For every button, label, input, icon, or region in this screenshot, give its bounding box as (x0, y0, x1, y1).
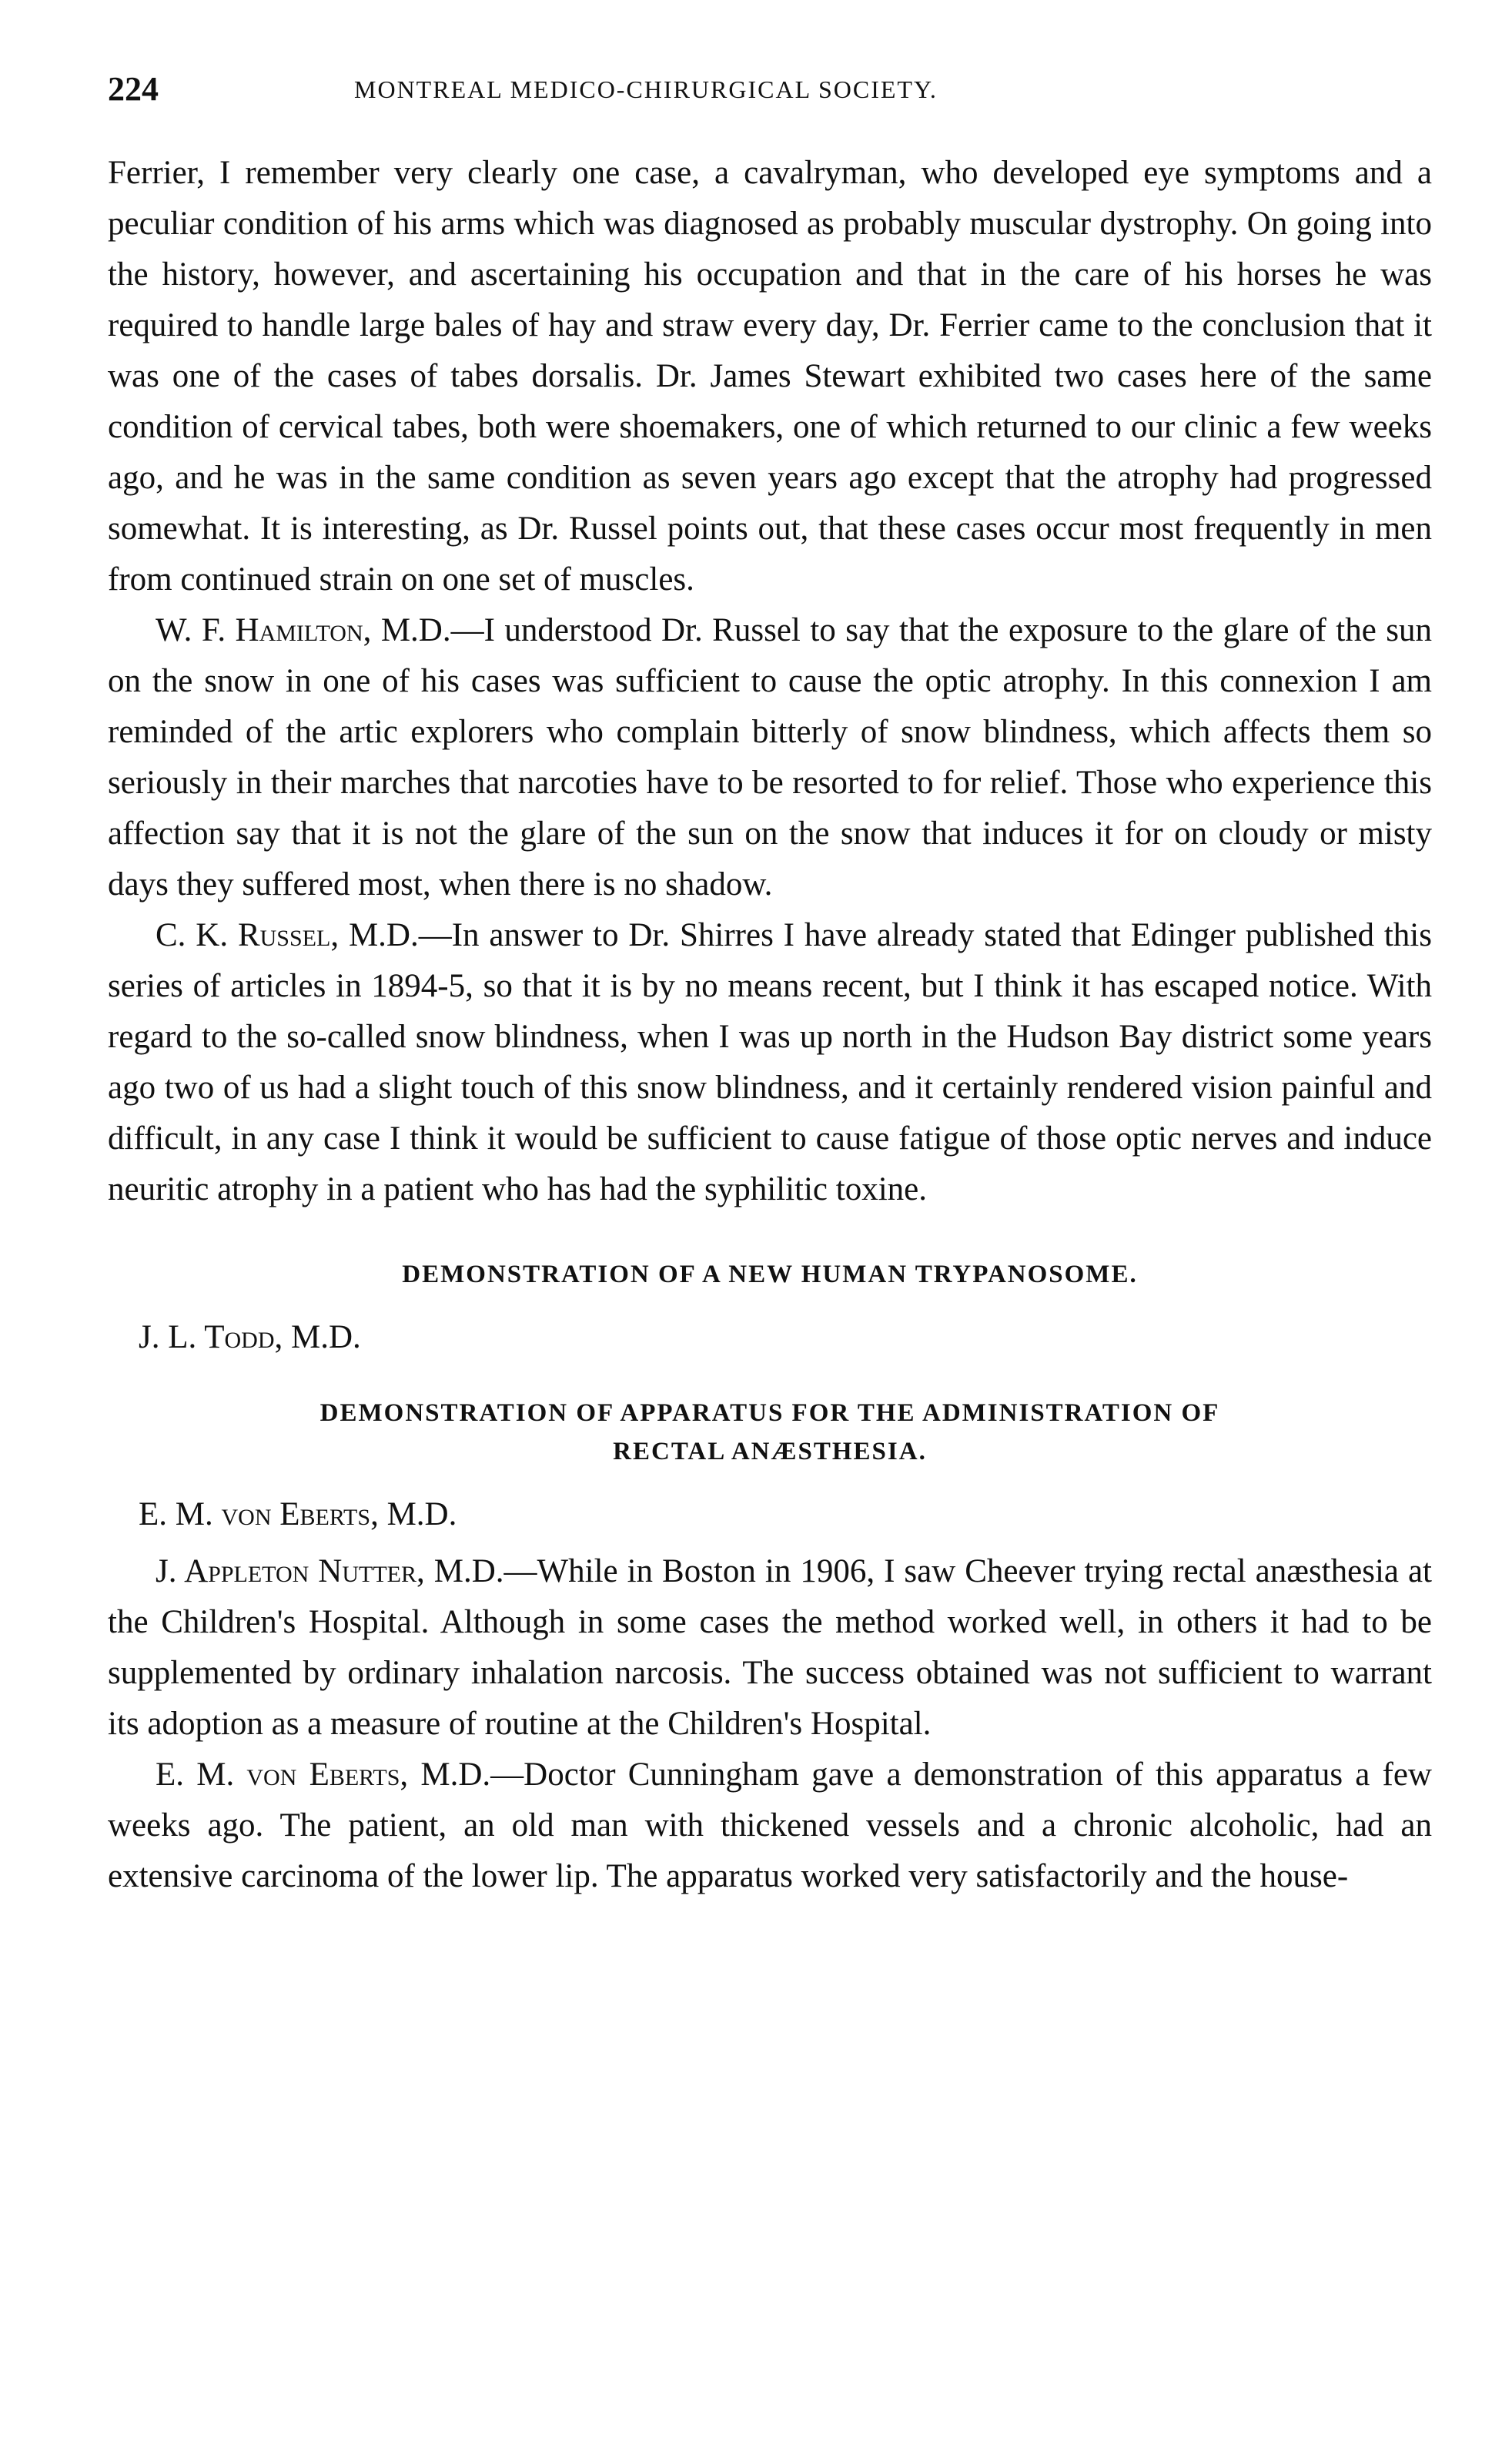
section-author-von-eberts (139, 1489, 1432, 1540)
paragraph-hamilton (108, 605, 1432, 910)
paragraph-nutter (108, 1546, 1432, 1750)
paragraph-text: —While in Boston in 1906, I saw Cheever trying rectal anæsthesia at the Children's Hospital. Although in some cases the method worked well, in others it had to be supplemented by ordinary inhalation narcosis. The success obtained was not sufficient to warrant its adoption as a measure of routine at the Children's Hospital. (108, 1553, 1433, 1742)
document-page (108, 69, 1432, 1902)
page-number: 224 (108, 70, 159, 108)
paragraph-text: —Doctor Cunningham gave a demonstration of this apparatus a few weeks ago. The patient, an old man with thickened vessels and a chronic alcoholic, had an extensive carcinoma of the lower lip. The apparatus worked very satisfactorily and the house- (108, 1756, 1432, 1894)
speaker-name: J. Appleton Nutter, M.D. (156, 1553, 504, 1589)
author-name: E. M. von Eberts, M.D. (139, 1496, 457, 1532)
speaker-name: C. K. Russel, M.D. (156, 917, 419, 953)
paragraph-text: —In answer to Dr. Shirres I have already stated that Edinger published this series of articles in 1894-5, so that it is by no means recent, but I think it has escaped notice. With regard to the so-called snow blindness, when I was up north in the Hudson Bay district some years ago two of us had a slight touch of this snow blindness, and it certainly rendered vision painful and difficult, in any case I think it would be sufficient to cause fatigue of those optic nerves and induce neuritic atrophy in a patient who has had the syphilitic toxine. (108, 917, 1432, 1207)
section-heading-rectal-anaesthesia (108, 1394, 1432, 1471)
paragraph-ferrier (108, 148, 1432, 605)
paragraph-text: Ferrier, I remember very clearly one case, a cavalryman, who developed eye symptoms and a peculiar condition of his arms which was diagnosed as probably muscular dystrophy. On going into the history, however, and ascertaining his occupation and that in the care of his horses he was required to handle large bales of hay and straw every day, Dr. Ferrier came to the conclusion that it was one of the cases of tabes dorsalis. Dr. James Stewart exhibited two cases here of the same condition of cervical tabes, both were shoemakers, one of which returned to our clinic a few weeks ago, and he was in the same condition as seven years ago except that the atrophy had progressed somewhat. It is interesting, as Dr. Russel points out, that these cases occur most frequently in men from continued strain on one set of muscles. (108, 155, 1432, 598)
speaker-name: E. M. von Eberts, M.D. (156, 1756, 491, 1793)
speaker-name: W. F. Hamilton, M.D. (156, 612, 451, 648)
section-author-todd (139, 1312, 1432, 1363)
paragraph-von-eberts (108, 1750, 1432, 1902)
author-name: J. L. Todd, M.D. (139, 1319, 361, 1355)
heading-line: DEMONSTRATION OF APPARATUS FOR THE ADMINISTRATION OF (319, 1399, 1220, 1427)
heading-line: RECTAL ANÆSTHESIA. (613, 1438, 927, 1465)
section-heading-trypanosome: DEMONSTRATION OF A NEW HUMAN TRYPANOSOME. (402, 1261, 1138, 1288)
running-head (108, 69, 1432, 116)
paragraph-text: —I understood Dr. Russel to say that the exposure to the glare of the sun on the snow in one of his cases was sufficient to cause the optic atrophy. In this connexion I am reminded of the artic explorers who complain bitterly of snow blindness, which affects them so seriously in their marches that narcoties have to be resorted to for relief. Those who experience this affection say that it is not the glare of the sun on the snow that induces it for on cloudy or misty days they suffered most, when there is no shadow. (108, 612, 1433, 903)
paragraph-russel (108, 910, 1432, 1215)
journal-title: MONTREAL MEDICO-CHIRURGICAL SOCIETY. (354, 75, 938, 103)
